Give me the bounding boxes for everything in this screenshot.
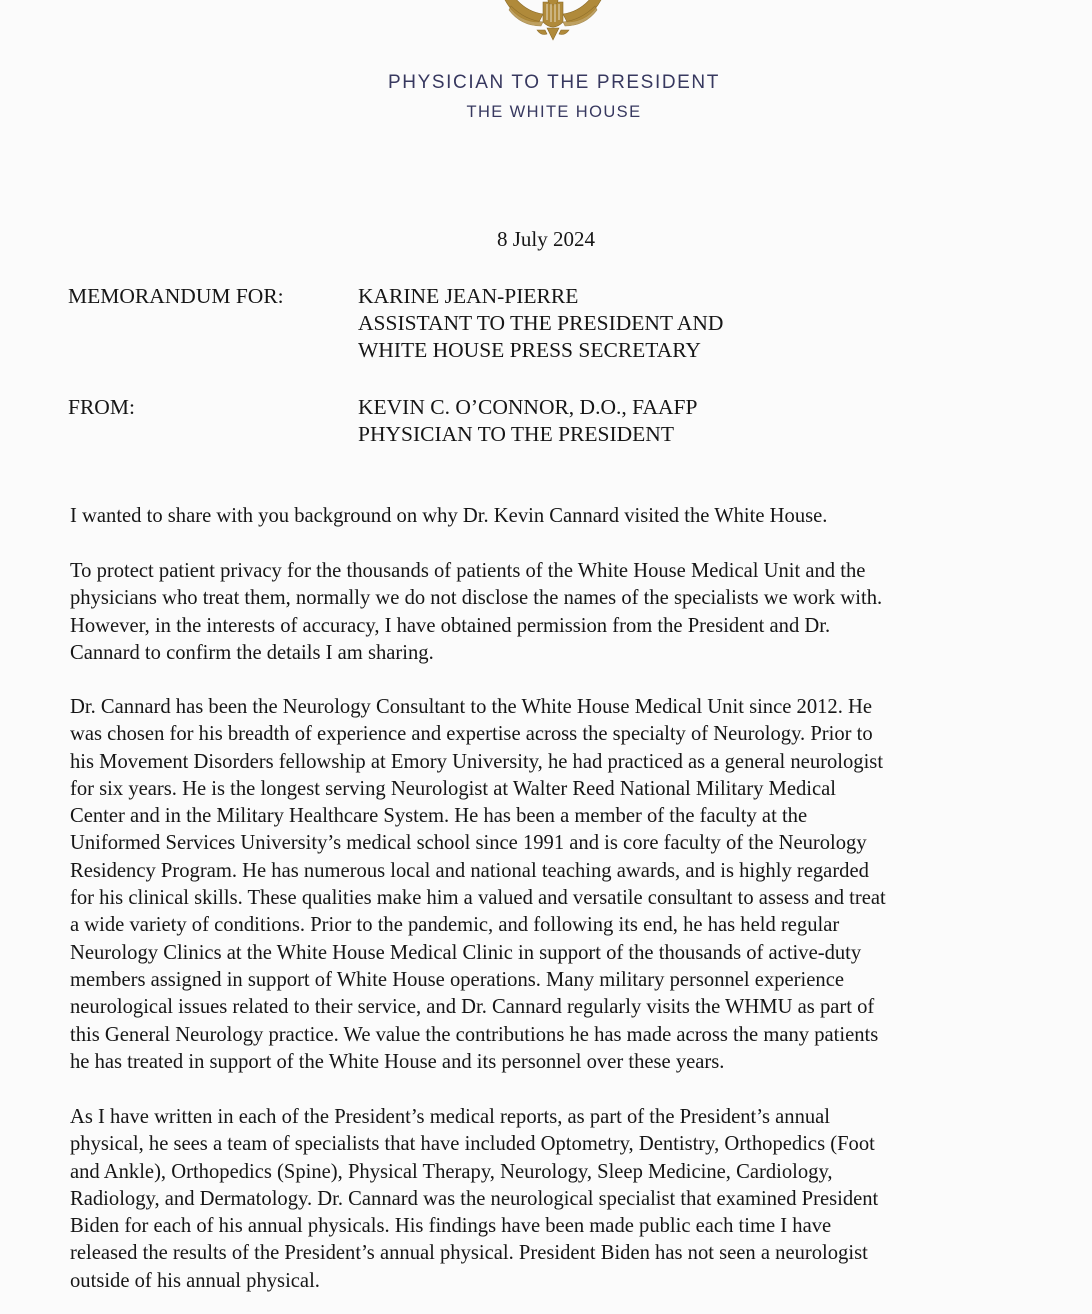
memo-from-label: FROM: [68,395,135,419]
paragraph-line: Cannard to confirm the details I am sharing. [70,641,434,664]
paragraph-line: and Ankle), Orthopedics (Spine), Physical Therapy, Neurology, Sleep Medicine, Cardiology, [70,1160,833,1183]
presidential-eagle-seal-icon [497,0,609,48]
memo-date: 8 July 2024 [496,227,595,251]
body-paragraph-privacy [70,558,1030,667]
paragraph-line: this General Neurology practice. We value the contributions he has made across the many patients [70,1023,879,1046]
memo-from-sender-title: PHYSICIAN TO THE PRESIDENT [358,422,674,446]
memo-for-recipient-title-2: WHITE HOUSE PRESS SECRETARY [358,338,701,362]
paragraph-line: for his clinical skills. These qualities make him a valued and versatile consultant to assess and treat [70,887,886,910]
paragraph-line: his Movement Disorders fellowship at Emory University, he had practiced as a general neurologist [70,750,884,773]
memo-for-recipient-title: ASSISTANT TO THE PRESIDENT AND [358,311,724,335]
paragraph-line: he has treated in support of the White House and its personnel over these years. [70,1050,725,1073]
paragraph-line: was chosen for his breadth of experience and expertise across the specialty of Neurology. Prior to [70,723,873,746]
paragraph-line: However, in the interests of accuracy, I have obtained permission from the President and Dr. [70,614,831,637]
paragraph-line: Center and in the Military Healthcare System. He has been a member of the faculty at the [70,805,808,828]
paragraph-line: Residency Program. He has numerous local and national teaching awards, and is highly regarded [70,859,869,882]
body-paragraph-intro [70,503,1030,530]
letterhead-title: PHYSICIAN TO THE PRESIDENT [388,72,720,93]
paragraph-line: for six years. He is the longest serving Neurologist at Walter Reed National Military Medical [70,777,837,800]
paragraph-line: outside of his annual physical. [70,1269,320,1292]
paragraph-line: To protect patient privacy for the thousands of patients of the White House Medical Unit and the [70,560,866,582]
paragraph-line: a wide variety of conditions. Prior to the pandemic, and following its end, he has held regular [70,914,840,937]
paragraph-line: Radiology, and Dermatology. Dr. Cannard was the neurological specialist that examined President [70,1187,879,1210]
paragraph-line: Dr. Cannard has been the Neurology Consultant to the White House Medical Unit since 2012. He [70,696,873,718]
paragraph-line: released the results of the President’s annual physical. President Biden has not seen a neurologist [70,1242,868,1265]
paragraph-line: members assigned in support of White House operations. Many military personnel experience [70,968,844,991]
paragraph-line: physicians who treat them, normally we do not disclose the names of the specialists we work with. [70,587,883,610]
paragraph-line: Uniformed Services University’s medical school since 1991 and is core faculty of the Neurology [70,832,867,855]
letterhead-subtitle: THE WHITE HOUSE [466,103,642,121]
memo-for-label: MEMORANDUM FOR: [68,284,284,308]
paragraph-line: neurological issues related to their service, and Dr. Cannard regularly visits the WHMU as part of [70,996,875,1019]
paragraph-line: As I have written in each of the President’s medical reports, as part of the President’s annual [70,1106,831,1128]
paragraph-line: I wanted to share with you background on why Dr. Kevin Cannard visited the White House. [70,505,828,527]
body-paragraph-background [70,694,1030,1076]
paragraph-line: Biden for each of his annual physicals. His findings have been made public each time I have [70,1215,832,1238]
body-paragraph-physicals [70,1104,1030,1295]
paragraph-line: physical, he sees a team of specialists that have included Optometry, Dentistry, Orthopedics (Foot [70,1133,875,1156]
memo-from-sender-name: KEVIN C. O’CONNOR, D.O., FAAFP [358,395,698,419]
paragraph-line: Neurology Clinics at the White House Medical Clinic in support of the thousands of active-duty [70,941,862,964]
memo-for-recipient-name: KARINE JEAN-PIERRE [358,284,579,308]
